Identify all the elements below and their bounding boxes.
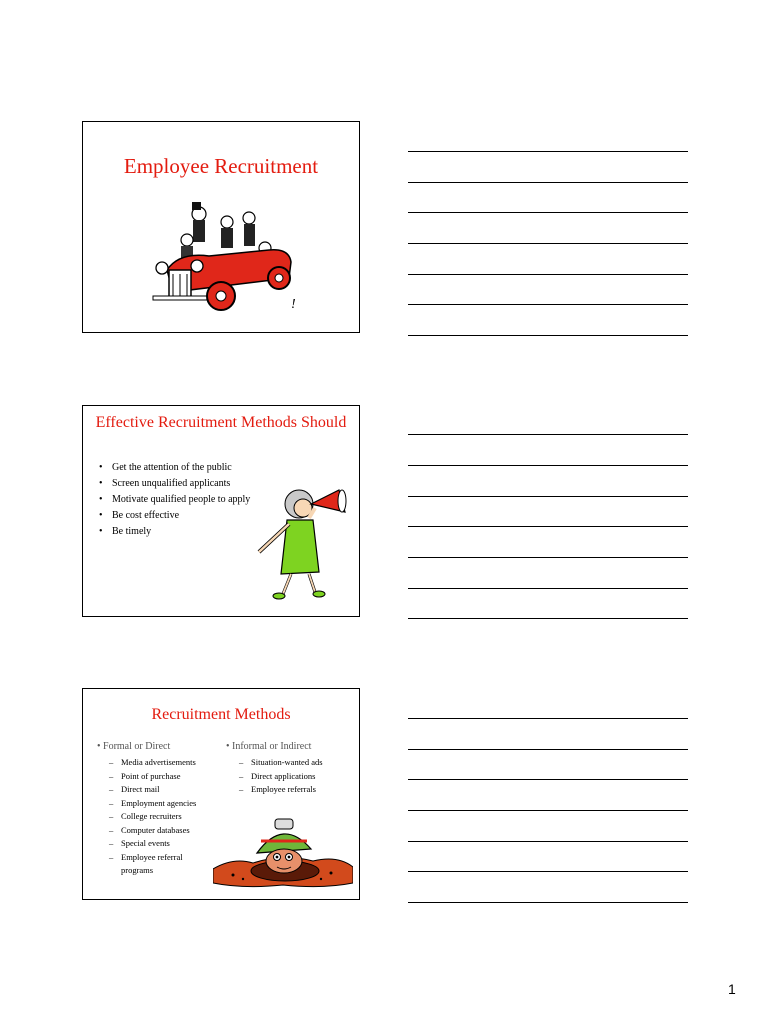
- list-item: • Get the attention of the public: [97, 460, 250, 476]
- list-item: – Computer databases: [109, 824, 209, 838]
- note-line: [408, 718, 688, 719]
- note-line: [408, 526, 688, 527]
- svg-text:!: !: [291, 297, 296, 312]
- list-item: – College recruiters: [109, 810, 209, 824]
- note-line: [408, 749, 688, 750]
- note-line: [408, 779, 688, 780]
- note-line: [408, 151, 688, 152]
- slide-title: Recruitment Methods: [151, 706, 291, 723]
- list-item: • Motivate qualified people to apply: [97, 492, 250, 508]
- note-line: [408, 902, 688, 903]
- slide-1: [82, 121, 360, 333]
- list-item: • Be timely: [97, 524, 250, 540]
- list-item: – Employee referral programs: [109, 851, 209, 878]
- formal-methods-list: [109, 756, 209, 878]
- list-item: • Screen unqualified applicants: [97, 476, 250, 492]
- note-line: [408, 618, 688, 619]
- note-line: [408, 434, 688, 435]
- note-line: [408, 182, 688, 183]
- list-item: – Media advertisements: [109, 756, 209, 770]
- slide-3: [82, 688, 360, 900]
- miner-cartoon-image: [213, 813, 353, 889]
- note-line: [408, 274, 688, 275]
- column-heading-formal: • Formal or Direct: [97, 741, 170, 752]
- note-line: [408, 588, 688, 589]
- list-item: – Direct applications: [239, 770, 349, 784]
- page-number: 1: [728, 981, 736, 997]
- note-line: [408, 841, 688, 842]
- megaphone-woman-image: [253, 482, 353, 608]
- list-item: – Point of purchase: [109, 770, 209, 784]
- list-item: – Special events: [109, 837, 209, 851]
- informal-methods-list: [239, 756, 349, 797]
- slide-2: [82, 405, 360, 617]
- list-item: – Employment agencies: [109, 797, 209, 811]
- note-line: [408, 871, 688, 872]
- bullet-list: [97, 460, 250, 540]
- car-cartoon-image: [149, 200, 299, 318]
- note-line: [408, 496, 688, 497]
- note-line: [408, 810, 688, 811]
- note-line: [408, 465, 688, 466]
- note-line: [408, 335, 688, 336]
- list-item: – Direct mail: [109, 783, 209, 797]
- column-heading-informal: • Informal or Indirect: [226, 741, 311, 752]
- list-item: – Situation-wanted ads: [239, 756, 349, 770]
- list-item: • Be cost effective: [97, 508, 250, 524]
- note-line: [408, 243, 688, 244]
- note-line: [408, 557, 688, 558]
- note-line: [408, 212, 688, 213]
- slide-title: Employee Recruitment: [123, 154, 319, 178]
- slide-title: Effective Recruitment Methods Should: [95, 414, 347, 431]
- list-item: – Employee referrals: [239, 783, 349, 797]
- note-line: [408, 304, 688, 305]
